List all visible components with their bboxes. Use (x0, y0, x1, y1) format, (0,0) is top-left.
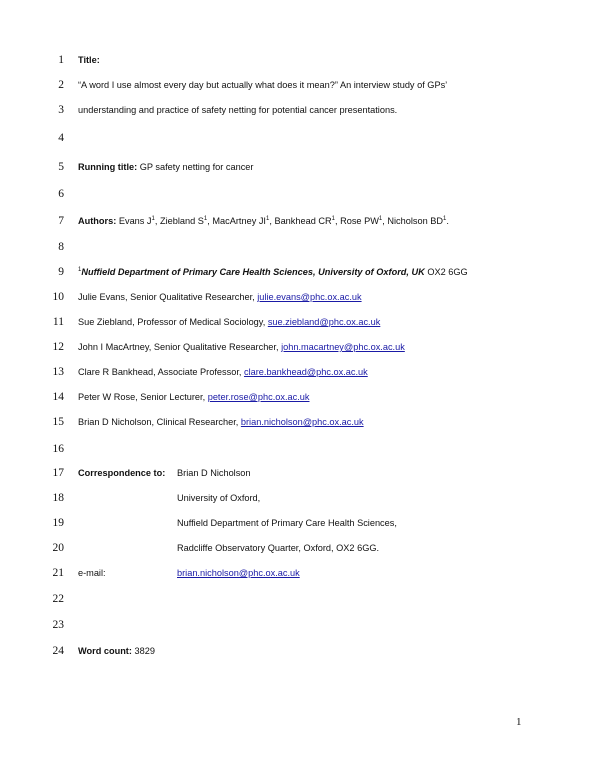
title-label: Title: (78, 55, 100, 65)
author-name: Ziebland S (159, 216, 204, 226)
correspondence-line: Brian D Nicholson (177, 468, 251, 478)
author-affiliation-sup: 1 (265, 216, 270, 222)
line-number: 8 (58, 241, 64, 253)
author-affiliation-sup: 1 (443, 216, 447, 222)
email-label: e-mail: (78, 568, 106, 578)
line-number: 17 (52, 467, 64, 479)
line-number: 5 (58, 161, 64, 173)
author-name: Evans J (118, 216, 152, 226)
email-link[interactable]: brian.nicholson@phc.ox.ac.uk (240, 417, 364, 427)
line-number: 15 (52, 416, 64, 428)
line-number: 3 (58, 104, 64, 116)
line-number: 2 (58, 79, 64, 91)
person-line-nicholson: Brian D Nicholson, Clinical Researcher, brian.nicholson@phc.ox.ac.uk (78, 417, 364, 427)
line-number: 10 (52, 291, 64, 303)
line-number: 19 (52, 517, 64, 529)
correspondence-line: Nuffield Department of Primary Care Health Sciences, (177, 518, 397, 528)
author-affiliation-sup: 1 (151, 216, 155, 222)
email-link[interactable]: peter.rose@phc.ox.ac.uk (207, 392, 310, 402)
line-number: 9 (58, 266, 64, 278)
page-number: 1 (516, 716, 522, 728)
authors-line: Authors: Evans $J^1$, Ziebland $S^1$, MacArtney $JI^1$, Bankhead $CR^1$, Rose $PW^1$, Nicholson $BD^1$. (78, 216, 449, 226)
author-affiliation-sup: 1 (378, 216, 383, 222)
correspondence-email-link[interactable]: brian.nicholson@phc.ox.ac.uk (177, 568, 300, 578)
email-link[interactable]: clare.bankhead@phc.ox.ac.uk (243, 367, 368, 377)
author-name: Rose PW (340, 216, 379, 226)
correspondence-line: University of Oxford, (177, 493, 261, 503)
correspondence-label: Correspondence to: (78, 468, 166, 478)
line-number: 16 (52, 443, 64, 455)
person-line-evans: Julie Evans, Senior Qualitative Researcher, julie.evans@phc.ox.ac.uk (78, 292, 362, 302)
word-count: Word count: 3829 (78, 646, 155, 656)
line-number: 22 (52, 593, 64, 605)
line-number: 20 (52, 542, 64, 554)
person-line-macartney: John I MacArtney, Senior Qualitative Researcher, john.macartney@phc.ox.ac.uk (78, 342, 405, 352)
line-number: 14 (52, 391, 64, 403)
author-name: Bankhead CR (274, 216, 332, 226)
email-link[interactable]: john.macartney@phc.ox.ac.uk (281, 342, 405, 352)
line-number: 4 (58, 132, 64, 144)
author-name: Nicholson BD (387, 216, 444, 226)
person-line-rose: Peter W Rose, Senior Lecturer, peter.rose@phc.ox.ac.uk (78, 392, 310, 402)
person-line-ziebland: Sue Ziebland, Professor of Medical Sociology, sue.ziebland@phc.ox.ac.uk (78, 317, 381, 327)
line-number: 1 (58, 54, 64, 66)
line-number: 7 (58, 215, 64, 227)
line-number: 23 (52, 619, 64, 631)
line-number: 13 (52, 366, 64, 378)
running-title: Running title: GP safety netting for cancer (78, 162, 254, 172)
author-name: MacArtney JI (212, 216, 266, 226)
line-number: 24 (52, 645, 64, 657)
correspondence-line: Radcliffe Observatory Quarter, Oxford, OX2 6GG. (177, 543, 380, 553)
line-number: 11 (52, 316, 64, 328)
person-line-bankhead: Clare R Bankhead, Associate Professor, clare.bankhead@phc.ox.ac.uk (78, 367, 368, 377)
email-link[interactable]: sue.ziebland@phc.ox.ac.uk (267, 317, 381, 327)
title-line-1: “A word I use almost every day but actually what does it mean?” An interview study of GPs’ (78, 80, 448, 90)
line-number: 21 (52, 567, 64, 579)
title-line-2: understanding and practice of safety netting for potential cancer presentations. (78, 105, 398, 115)
line-number: 6 (58, 188, 64, 200)
author-affiliation-sup: 1 (331, 216, 335, 222)
author-affiliation-sup: 1 (203, 216, 208, 222)
line-number: 18 (52, 492, 64, 504)
line-number: 12 (52, 341, 64, 353)
email-link[interactable]: julie.evans@phc.ox.ac.uk (257, 292, 362, 302)
affiliation: $^1$Nuffield Department of Primary Care Health Sciences, University of Oxford, UK OX2 6GG (78, 267, 468, 277)
